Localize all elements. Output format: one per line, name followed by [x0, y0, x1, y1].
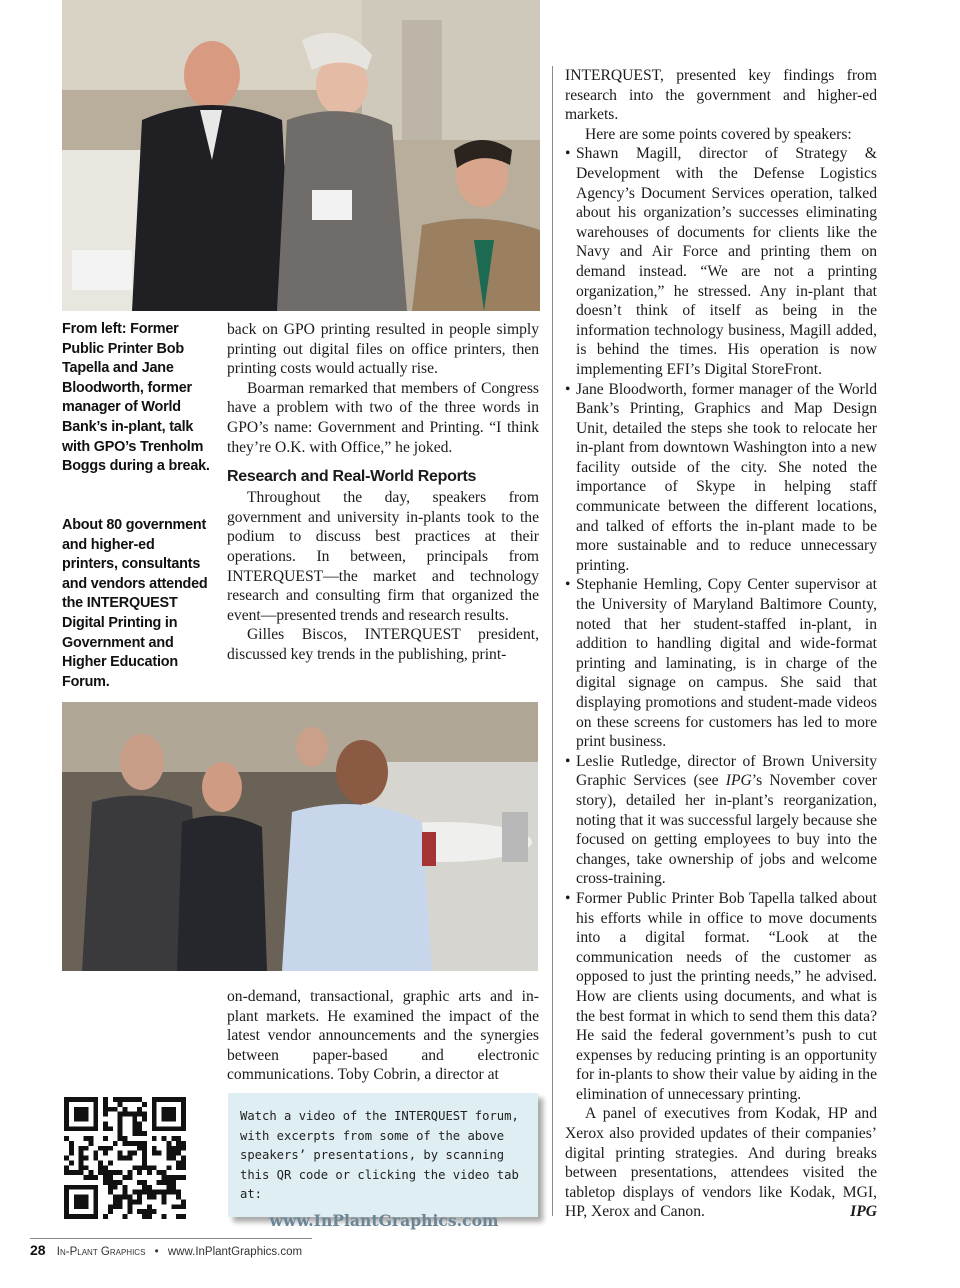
- paragraph: Here are some points covered by speakers:: [585, 125, 852, 143]
- paragraph: Throughout the day, speakers from government and university in-plants took to the podium to discuss best practices at their operations. In between, principals from INTERQUEST—the market and technology research and consulting firm that organized the event—presented trends and research results.: [227, 489, 539, 624]
- footer-website[interactable]: www.InPlantGraphics.com: [167, 1246, 303, 1258]
- page-footer: [30, 1242, 302, 1258]
- callout-text: Watch a video of the INTERQUEST forum, with excerpts from some of the above speakers’ presentations, by scanning this QR code or clicking the video tab at:: [240, 1109, 519, 1202]
- list-item: • Former Public Printer Bob Tapella talked about his efforts while in office to move documents into a digital format. “Look at the communication needs of the customer as opposed to just the printing needs,” he advised. How are clients using documents, and what is the best format in which to send them this data? He said the federal government’s push to cut expenses by reducing printing is an opportunity for in-plants to show their value by aiding in the elimination of unnecessary printing.: [565, 889, 877, 1105]
- list-item: • Stephanie Hemling, Copy Center supervisor at the University of Maryland Baltimore County, noted that her student-staffed in-plant, in addition to handling digital and wide-format printing and laminating, is in charge of the digital signage on campus. She said that displaying promotions and student-made videos on these screens for customers has led to more print business.: [565, 575, 877, 751]
- speaker-list: [565, 144, 877, 1104]
- list-item: • Jane Bloodworth, former manager of the World Bank’s Printing, Graphics and Map Design Unit, detailed the steps she took to relocate her in-plant from downtown Washington into a new facility outside of the city. She noted the importance of Skype in helping staff communicate between the different locations, and talked of efforts the in-plant made to be more sustainable and to reduce unnecessary printing.: [565, 380, 877, 576]
- middle-column-upper: [227, 320, 539, 665]
- section-heading: Research and Real-World Reports: [227, 468, 477, 486]
- photo-audience: [62, 702, 538, 971]
- signature: IPG: [850, 1203, 877, 1221]
- paragraph: on-demand, transactional, graphic arts and in-plant markets. He examined the impact of the latest vendor announcements and the synergies between paper-based and electronic communications. Toby Cobrin, a director at: [227, 988, 539, 1084]
- paragraph: Gilles Biscos, INTERQUEST president, discussed key trends in the publishing, print-: [227, 626, 539, 663]
- website-link[interactable]: www.InPlantGraphics.com: [269, 1210, 499, 1230]
- paragraph: Boarman remarked that members of Congress have a problem with two of the three words in GPO’s name: Government and Printing. “I think they’re O.K. with Office,” he joked.: [227, 379, 539, 456]
- footer-separator: •: [154, 1246, 159, 1258]
- paragraph: INTERQUEST, presented key findings from research into the government and higher-ed markets.: [565, 67, 877, 124]
- qr-code-graphic: [64, 1097, 186, 1219]
- paragraph: back on GPO printing resulted in people simply printing out digital files on office printers, then printing costs would actually rise.: [227, 321, 539, 378]
- text-run: Leslie Rutledge, director of Brown University Graphic Services (see: [576, 752, 877, 790]
- column-divider: [552, 66, 553, 1216]
- magazine-name: In-Plant Graphics: [56, 1246, 146, 1258]
- qr-code[interactable]: [64, 1097, 186, 1219]
- caption-top-photo: From left: Former Public Printer Bob Tapella and Jane Bloodworth, former manager of World Bank’s in-plant, talk with GPO’s Trenholm Boggs during a break.: [62, 321, 210, 475]
- video-callout: [228, 1093, 538, 1230]
- footer-rule: [30, 1238, 312, 1239]
- paragraph: [565, 1104, 877, 1222]
- magazine-abbrev: IPG: [725, 772, 752, 790]
- caption-bottom-photo: About 80 government and higher-ed printers, consultants and vendors attended the INTERQUEST Digital Printing in Government and Higher Education Forum.: [62, 517, 208, 690]
- list-item: • Shawn Magill, director of Strategy & Development with the Defense Logistics Agency’s Document Services operation, talked about his organization’s successes eliminating warehouses of documents for clients like the Navy and Air Force and printing them on demand instead. “We are not a printing organization,” he stressed. Any in-plant that doesn’t think of itself as being in the information technology business, Magill added, is behind the times. His operation is now implementing EFI’s Digital StoreFront.: [565, 144, 877, 379]
- middle-column-lower: [227, 987, 539, 1085]
- page-number: 28: [30, 1242, 46, 1258]
- text-run: A panel of executives from Kodak, HP and Xerox also provided updates of their companies’ digital printing strategies. And during breaks between presentations, attendees visited the tabletop displays of vendors like Kodak, MGI, HP, Xerox and Canon.: [565, 1105, 877, 1221]
- text-run: ’s November cover story), detailed her in-plant’s reorganization, noting that it was successful largely because she focused on getting employees to buy into the changes, take ownership of jobs and welcome cross-training.: [576, 772, 877, 888]
- list-item: [565, 752, 877, 889]
- right-column: [565, 66, 877, 1222]
- photo-conversation: [62, 0, 540, 311]
